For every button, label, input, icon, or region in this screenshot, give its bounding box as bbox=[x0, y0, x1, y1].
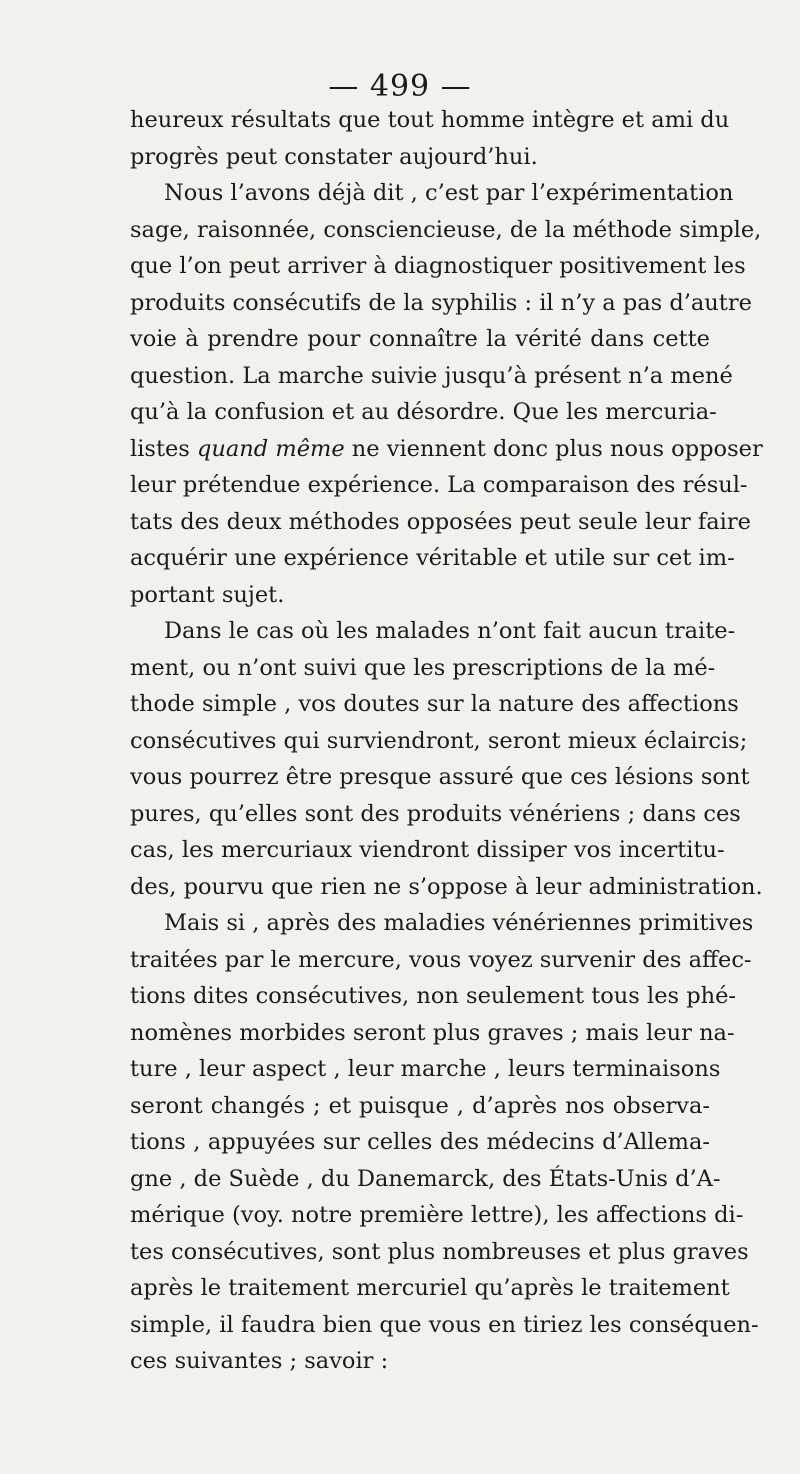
text-line: acquérir une expérience véritable et utile sur cet im- bbox=[130, 545, 735, 571]
text-line: sage, raisonnée, consciencieuse, de la méthode simple, bbox=[130, 216, 762, 243]
text-line: ture , leur aspect , leur marche , leurs terminaisons bbox=[130, 1056, 721, 1082]
text-line: consécutives qui surviendront, seront mieux éclaircis; bbox=[130, 727, 748, 754]
text-line: Mais si , après des maladies vénériennes primitives bbox=[164, 910, 754, 936]
text-line: seront changés ; et puisque , d’après nos observa- bbox=[130, 1092, 710, 1119]
text-line: question. La marche suivie jusqu’à présent n’a mené bbox=[130, 362, 733, 389]
text-line: après le traitement mercuriel qu’après le traitement bbox=[130, 1275, 730, 1301]
text-line: Nous l’avons déjà dit , c’est par l’expérimentation bbox=[164, 180, 734, 206]
text-line: traitées par le mercure, vous voyez survenir des affec- bbox=[130, 946, 752, 973]
text-line: progrès peut constater aujourd’hui. bbox=[130, 143, 538, 170]
text-line: produits consécutifs de la syphilis : il n’y a pas d’autre bbox=[130, 289, 752, 316]
text-line: Dans le cas où les malades n’ont fait aucun traite- bbox=[164, 618, 736, 644]
text-line: voie à prendre pour connaître la vérité dans cette bbox=[130, 326, 710, 352]
text-line: portant sujet. bbox=[130, 581, 285, 608]
italic-phrase: quand même bbox=[197, 435, 345, 462]
text-segment: ne viennent donc plus nous opposer bbox=[344, 435, 763, 462]
text-segment: listes bbox=[130, 435, 197, 462]
text-line: ment, ou n’ont suivi que les prescriptions de la mé- bbox=[130, 654, 716, 681]
text-line: pures, qu’elles sont des produits vénériens ; dans ces bbox=[130, 800, 741, 827]
text-line: tions dites consécutives, non seulement tous les phé- bbox=[130, 983, 737, 1009]
text-line: tes consécutives, sont plus nombreuses et plus graves bbox=[130, 1238, 749, 1265]
body-text bbox=[130, 102, 763, 1380]
text-line: cas, les mercuriaux viendront dissiper vos incertitu- bbox=[130, 837, 725, 863]
text-line: tions , appuyées sur celles des médecins d’Allema- bbox=[130, 1129, 710, 1155]
page-number: — 499 — bbox=[328, 69, 472, 104]
text-line bbox=[130, 431, 763, 468]
text-line: leur prétendue expérience. La comparaison des résul- bbox=[130, 472, 748, 498]
text-line: tats des deux méthodes opposées peut seule leur faire bbox=[130, 508, 751, 535]
text-line: qu’à la confusion et au désordre. Que les mercuria- bbox=[130, 399, 717, 425]
text-line: que l’on peut arriver à diagnostiquer positivement les bbox=[130, 253, 746, 279]
text-line: ces suivantes ; savoir : bbox=[130, 1348, 389, 1374]
text-line: nomènes morbides seront plus graves ; mais leur na- bbox=[130, 1019, 735, 1046]
text-line: des, pourvu que rien ne s’oppose à leur administration. bbox=[130, 873, 763, 900]
text-line: vous pourrez être presque assuré que ces lésions sont bbox=[130, 764, 750, 790]
text-line: mérique (voy. notre première lettre), les affections di- bbox=[130, 1202, 744, 1228]
text-line: heureux résultats que tout homme intègre et ami du bbox=[130, 107, 730, 133]
text-line: simple, il faudra bien que vous en tiriez les conséquen- bbox=[130, 1311, 759, 1338]
text-line: gne , de Suède , du Danemarck, des États-Unis d’A- bbox=[130, 1165, 721, 1192]
text-line: thode simple , vos doutes sur la nature des affections bbox=[130, 691, 739, 717]
